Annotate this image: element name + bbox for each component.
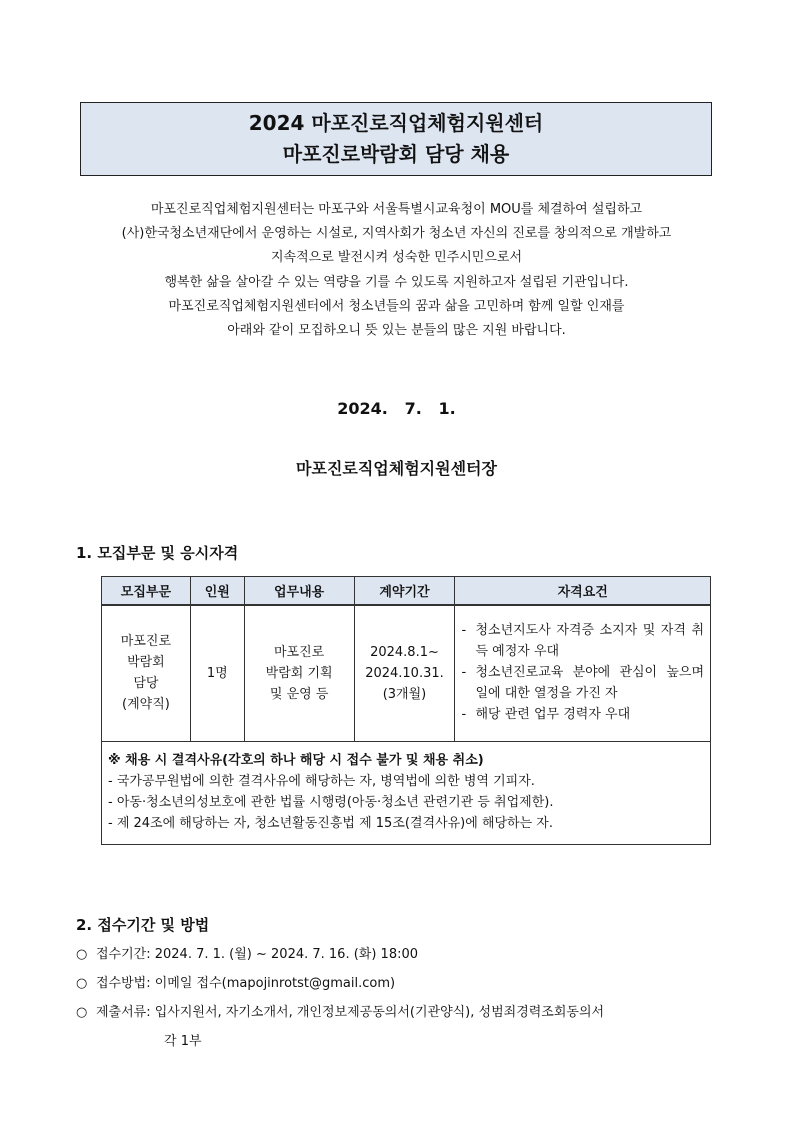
period-line: 2024.10.31. bbox=[365, 665, 444, 681]
division-line: 담당 bbox=[133, 676, 159, 692]
method-item-continuation: 각 1부 bbox=[164, 1034, 202, 1049]
header-duties: 업무내용 bbox=[244, 577, 354, 606]
method-item bbox=[76, 1001, 604, 1020]
notice-item: - 아동·청소년의성보호에 관한 법률 시행령(아동·청소년 관련기관 등 취업제한). bbox=[108, 794, 554, 810]
section1-title: 1. 모집부문 및 응시자격 bbox=[76, 544, 239, 562]
cell-duties bbox=[244, 605, 354, 741]
notice-item: - 국가공무원법에 의한 결격사유에 해당하는 자, 병역법에 의한 병역 기피자. bbox=[108, 773, 535, 789]
intro-line: 행복한 삶을 살아갈 수 있는 역량을 기를 수 있도록 지원하고자 설립된 기관입니다. bbox=[164, 274, 629, 290]
method-text: 제출서류: 입사지원서, 자기소개서, 개인정보제공동의서(기관양식), 성범죄경력조회동의서 bbox=[96, 1005, 605, 1020]
division-line: (계약직) bbox=[122, 697, 170, 713]
header-requirements: 자격요건 bbox=[455, 577, 711, 606]
duties-line: 박람회 기획 bbox=[265, 665, 333, 681]
cell-division bbox=[102, 605, 191, 741]
requirement-text: 청소년진로교육 분야에 관심이 높으며 일에 대한 열정을 가진 자 bbox=[475, 665, 704, 702]
header-count: 인원 bbox=[190, 577, 244, 606]
table-row bbox=[102, 605, 711, 741]
header-division: 모집부문 bbox=[102, 577, 191, 606]
division-line: 박람회 bbox=[127, 655, 165, 671]
circle-bullet-icon: ○ bbox=[76, 976, 88, 991]
table-header-row bbox=[102, 577, 711, 606]
period-line: (3개월) bbox=[382, 686, 427, 702]
notice-title: ※ 채용 시 결격사유(각호의 하나 해당 시 접수 불가 및 채용 취소) bbox=[108, 752, 484, 768]
requirement-item: - 해당 관련 업무 경력자 우대 bbox=[461, 704, 704, 725]
title-box bbox=[80, 102, 712, 176]
method-item bbox=[76, 943, 418, 962]
duties-line: 및 운영 등 bbox=[269, 686, 329, 702]
notice-row bbox=[102, 741, 711, 844]
circle-bullet-icon: ○ bbox=[76, 947, 88, 962]
duties-line: 마포진로 bbox=[274, 644, 325, 660]
requirement-item: - 청소년진로교육 분야에 관심이 높으며 일에 대한 열정을 가진 자 bbox=[461, 662, 704, 704]
title-line1: 2024 마포진로직업체험지원센터 bbox=[248, 111, 544, 135]
intro-paragraph bbox=[60, 198, 733, 343]
method-text: 접수기간: 2024. 7. 1. (월) ~ 2024. 7. 16. (화) 18:00 bbox=[96, 947, 419, 962]
section2-title: 2. 접수기간 및 방법 bbox=[76, 916, 210, 934]
cell-period bbox=[354, 605, 455, 741]
intro-line: (사)한국청소년재단에서 운영하는 시설로, 지역사회가 청소년 자신의 진로를 창의적으로 개발하고 bbox=[121, 226, 672, 242]
method-item bbox=[76, 972, 395, 991]
method-text: 접수방법: 이메일 접수(mapojinrotst@gmail.com) bbox=[96, 976, 396, 991]
period-line: 2024.8.1~ bbox=[370, 644, 439, 660]
requirement-text: 해당 관련 업무 경력자 우대 bbox=[475, 707, 631, 723]
circle-bullet-icon: ○ bbox=[76, 1005, 88, 1020]
announcement-date: 2024. 7. 1. bbox=[337, 399, 456, 418]
header-period: 계약기간 bbox=[354, 577, 455, 606]
intro-line: 마포진로직업체험지원센터에서 청소년들의 꿈과 삶을 고민하며 함께 일할 인재를 bbox=[168, 298, 625, 314]
requirement-text: 청소년지도사 자격증 소지자 및 자격 취득 예정자 우대 bbox=[475, 623, 704, 660]
requirement-item: - 청소년지도사 자격증 소지자 및 자격 취득 예정자 우대 bbox=[461, 620, 704, 662]
cell-requirements bbox=[455, 605, 711, 741]
disqualification-notice bbox=[102, 741, 711, 844]
title-line2: 마포진로박람회 담당 채용 bbox=[282, 142, 510, 166]
division-line: 마포진로 bbox=[120, 634, 172, 650]
notice-item: - 제 24조에 해당하는 자, 청소년활동진흥법 제 15조(결격사유)에 해당하는 자. bbox=[108, 815, 553, 831]
cell-count: 1명 bbox=[190, 605, 244, 741]
intro-line: 마포진로직업체험지원센터는 마포구와 서울특별시교육청이 MOU를 체결하여 설립하고 bbox=[150, 202, 643, 217]
intro-line: 지속적으로 발전시켜 성숙한 민주시민으로서 bbox=[271, 250, 522, 266]
intro-line: 아래와 같이 모집하오니 뜻 있는 분들의 많은 지원 바랍니다. bbox=[227, 323, 566, 339]
organization-head: 마포진로직업체험지원센터장 bbox=[296, 459, 497, 478]
recruitment-table bbox=[101, 576, 711, 845]
